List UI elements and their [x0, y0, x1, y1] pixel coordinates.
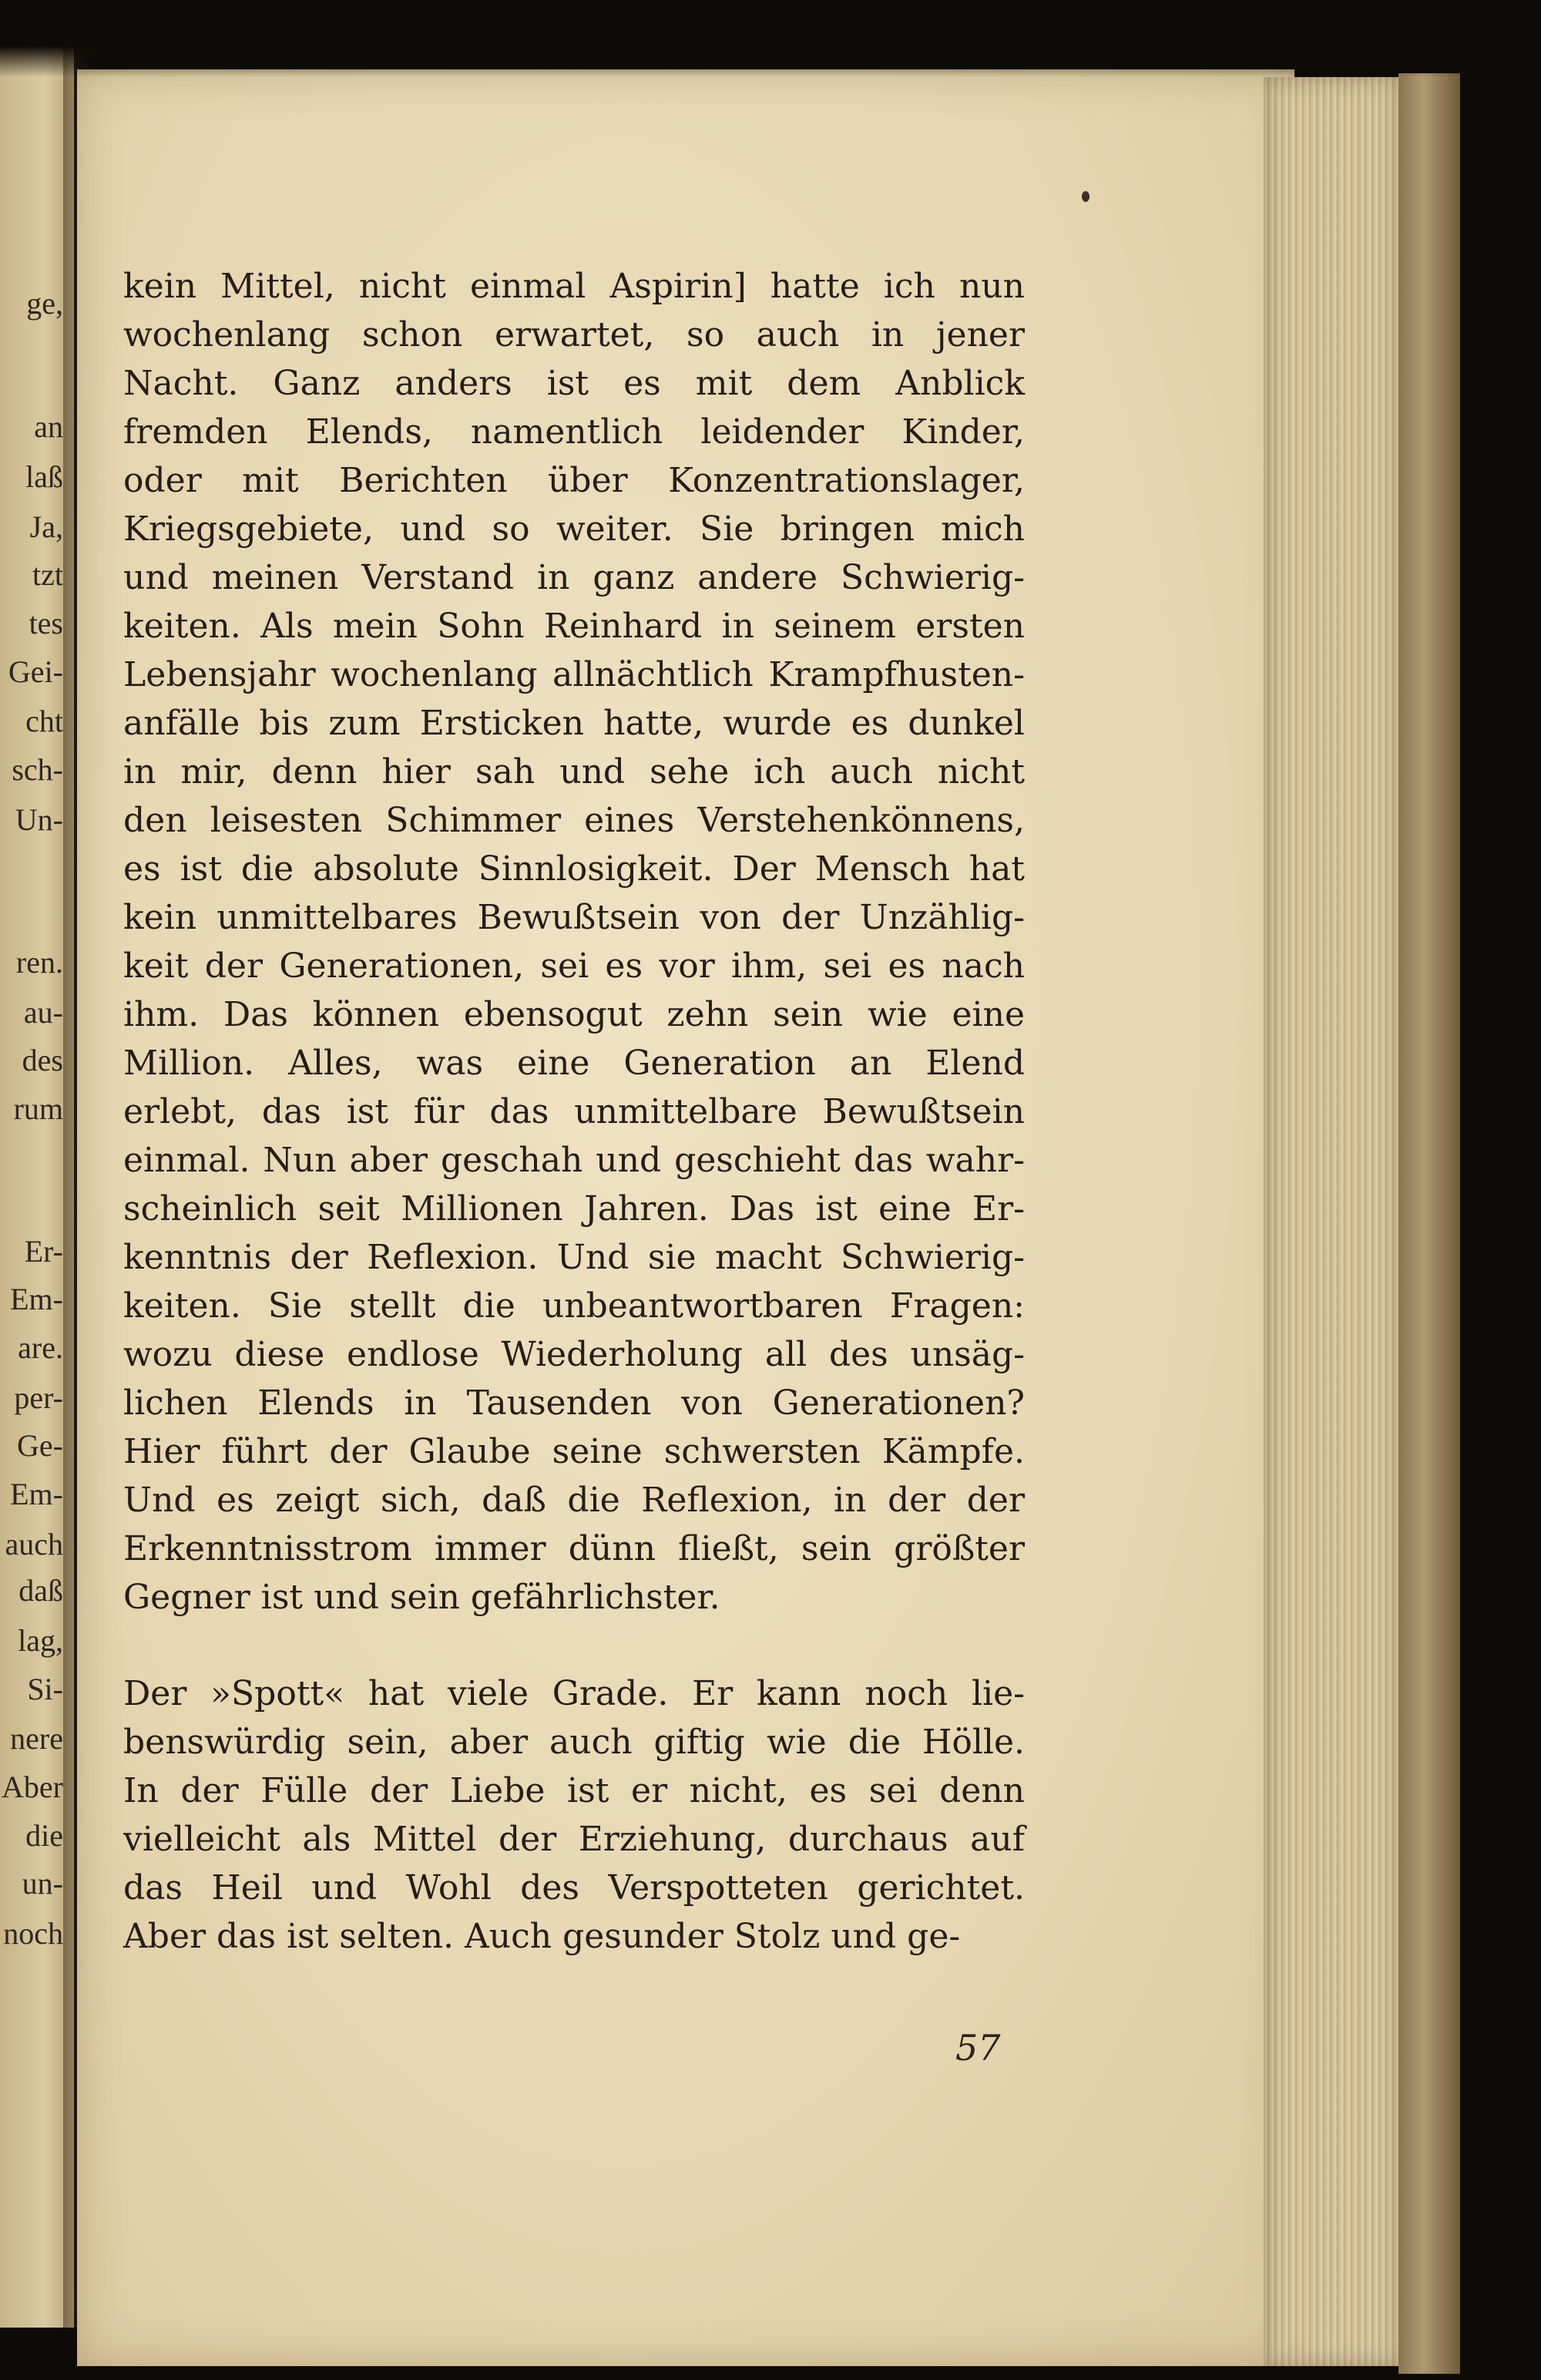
text-line: keit der Generationen, sei es vor ihm, sei es nach [123, 946, 1025, 986]
left-page-fragment: Un- [15, 802, 63, 837]
body-text [123, 262, 1025, 1961]
left-page-fragment: des [22, 1043, 63, 1077]
paragraph-1 [123, 262, 1025, 1622]
left-page-fragment: daß [18, 1573, 63, 1608]
left-page-fragment: die [25, 1818, 63, 1853]
text-line: Erkenntnisstrom immer dünn fließt, sein größter [123, 1529, 1025, 1568]
paragraph-gap [123, 1622, 1025, 1669]
text-line: vielleicht als Mittel der Erziehung, durchaus auf [123, 1820, 1025, 1859]
text-line: Nacht. Ganz anders ist es mit dem Anblick [123, 364, 1025, 403]
text-line: kein Mittel, nicht einmal Aspirin] hatte ich nun [123, 267, 1025, 306]
text-line: benswürdig sein, aber auch giftig wie die Hölle. [123, 1723, 1025, 1762]
left-page-fragment: Ja, [29, 509, 63, 544]
text-line: kenntnis der Reflexion. Und sie macht Schwierig- [123, 1238, 1025, 1277]
left-page-fragment: au- [23, 995, 63, 1030]
text-line: Gegner ist und sein gefährlichster. [123, 1578, 720, 1617]
left-page-fragment: Si- [27, 1672, 63, 1706]
text-line: Der »Spott« hat viele Grade. Er kann noch lie- [123, 1674, 1025, 1713]
paragraph-2 [123, 1669, 1025, 1961]
left-page-fragment: per- [14, 1380, 63, 1415]
left-page-fragment: ren. [15, 945, 63, 980]
left-page-fragment: Em- [10, 1477, 63, 1511]
left-page-fragment: sch- [12, 752, 63, 787]
text-line: und meinen Verstand in ganz andere Schwierig- [123, 558, 1025, 597]
left-page-fragment: cht [25, 704, 63, 738]
left-page-fragment: Gei- [8, 654, 63, 689]
text-line: Kriegsgebiete, und so weiter. Sie bringen mich [123, 509, 1025, 549]
left-page-fragment: noch [3, 1916, 63, 1951]
left-page-fragment: Em- [10, 1282, 63, 1316]
paper-speck [1082, 191, 1089, 202]
book-cover-edge [1398, 73, 1460, 2374]
text-line: Hier führt der Glaube seine schwersten Kämpfe. [123, 1432, 1025, 1471]
text-line: einmal. Nun aber geschah und geschieht das wahr- [123, 1141, 1025, 1180]
text-line: fremden Elends, namentlich leidender Kinder, [123, 412, 1025, 452]
left-page-fragment: tzt [32, 557, 63, 592]
top-shadow [0, 0, 1541, 77]
left-page-fragment: Er- [24, 1234, 63, 1269]
left-page-fragment: an [34, 409, 63, 444]
left-page-fragment: auch [5, 1527, 63, 1561]
text-line: oder mit Berichten über Konzentrationslager, [123, 461, 1025, 500]
left-page-fragment: laß [25, 459, 63, 494]
text-line: keiten. Als mein Sohn Reinhard in seinem ersten [123, 607, 1025, 646]
text-line: ihm. Das können ebensogut zehn sein wie eine [123, 995, 1025, 1034]
left-page-fragment: ge, [26, 286, 63, 321]
left-page-fragment: rum [13, 1091, 63, 1126]
text-line: den leisesten Schimmer eines Verstehenkönnens, [123, 801, 1025, 840]
page-block-edges [1264, 77, 1402, 2366]
text-line: Und es zeigt sich, daß die Reflexion, in der der [123, 1481, 1025, 1520]
text-line: in mir, denn hier sah und sehe ich auch nicht [123, 752, 1025, 792]
text-line: erlebt, das ist für das unmittelbare Bewußtsein [123, 1092, 1025, 1131]
text-line: anfälle bis zum Ersticken hatte, wurde es dunkel [123, 704, 1025, 743]
left-page-fragment: lag, [18, 1623, 63, 1658]
left-page-fragment: nere [10, 1721, 63, 1756]
text-line: keiten. Sie stellt die unbeantwortbaren Fragen: [123, 1286, 1025, 1326]
text-line: wochenlang schon erwartet, so auch in jener [123, 315, 1025, 355]
text-line: kein unmittelbares Bewußtsein von der Unzählig- [123, 898, 1025, 937]
text-line: es ist die absolute Sinnlosigkeit. Der Mensch hat [123, 849, 1025, 889]
text-line: lichen Elends in Tausenden von Generationen? [123, 1383, 1025, 1423]
text-line: In der Fülle der Liebe ist er nicht, es sei denn [123, 1771, 1025, 1810]
left-page-fragment: un- [22, 1866, 63, 1901]
page-number: 57 [955, 2027, 1001, 2069]
text-line: das Heil und Wohl des Verspotteten gerichtet. [123, 1868, 1025, 1908]
text-line: Aber das ist selten. Auch gesunder Stolz und ge- [123, 1917, 961, 1956]
left-page-fragment: are. [18, 1330, 63, 1365]
left-page-fragment: Aber [2, 1770, 63, 1804]
left-page-fragment: Ge- [17, 1428, 63, 1463]
text-line: wozu diese endlose Wiederholung all des unsäg- [123, 1335, 1025, 1374]
left-page-fragment: tes [29, 606, 63, 640]
text-line: scheinlich seit Millionen Jahren. Das ist eine Er- [123, 1189, 1025, 1229]
text-line: Million. Alles, was eine Generation an Elend [123, 1044, 1025, 1083]
text-line: Lebensjahr wochenlang allnächtlich Krampfhusten- [123, 655, 1025, 694]
